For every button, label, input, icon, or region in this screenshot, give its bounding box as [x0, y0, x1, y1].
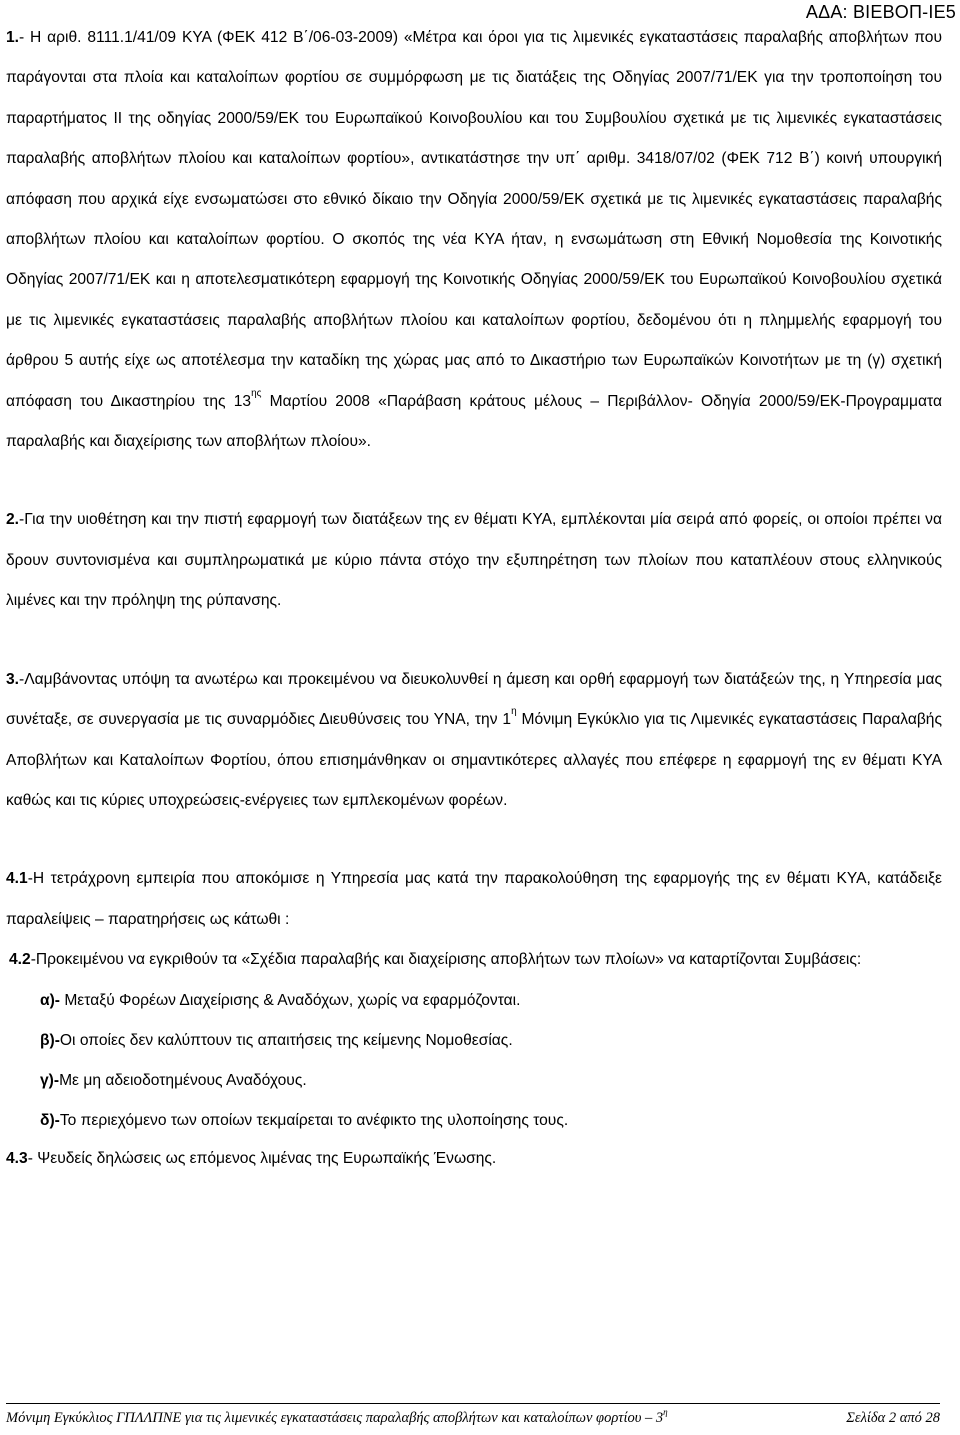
paragraph-1-text-b: Μαρτίου 2008 «Παράβαση κράτους μέλους – Περιβάλλον- Οδηγία 2000/59/ΕΚ-Προγραμματα παραλαβής και διαχείρισης των αποβλήτων πλοίου». [6, 392, 942, 451]
list-item [6, 1101, 942, 1141]
section-number-4-2: 4.2 [9, 951, 31, 969]
paragraph-1 [6, 18, 942, 462]
section-number-3: 3. [6, 670, 20, 688]
paragraph-4-2-text: -Προκειμένου να εγκριθούν τα «Σχέδια παραλαβής και διαχείρισης αποβλήτων των πλοίων» να καταρτίζονται Συμβάσεις: [30, 951, 862, 969]
paragraph-2 [6, 500, 942, 621]
document-body [6, 18, 942, 1177]
paragraph-4-1-text: -Η τετράχρονη εμπειρία που αποκόμισε η Υπηρεσία μας κατά την παρακολούθηση της εφαρμογής της εν θέματι ΚΥΑ, κατάδειξε παραλείψεις – παρατηρήσεις ως κάτωθι : [6, 870, 942, 928]
footer-title [6, 1407, 668, 1427]
paragraph-1-superscript: ης [251, 387, 262, 399]
list-item [6, 1061, 942, 1101]
list-item [6, 981, 942, 1021]
list-item [6, 1021, 942, 1061]
list-item-text: Μεταξύ Φορέων Διαχείρισης & Αναδόχων, χωρίς να εφαρμόζονται. [59, 991, 521, 1009]
list-item-text: Με μη αδειοδοτημένους Αναδόχους. [59, 1071, 307, 1089]
list-item-marker: γ)- [40, 1071, 60, 1089]
ada-code: ΑΔΑ: ΒΙΕΒΟΠ-ΙΕ5 [805, 2, 956, 22]
paragraph-4-2 [6, 940, 942, 980]
list-item-marker: δ)- [40, 1111, 60, 1129]
paragraph-3-text-b: Μόνιμη Εγκύκλιο για τις Λιμενικές εγκαταστάσεις Παραλαβής Αποβλήτων και Καταλοίπων Φορτίου, όπου επισημάνθηκαν οι σημαντικότερες αλλαγές που επέφερε η εφαρμογή της εν θέματι ΚΥΑ καθώς και τις κύριες υποχρεώσεις-ενέργειες των εμπλεκομένων φορέων. [6, 711, 942, 809]
list-item-text: Το περιεχόμενο των οποίων τεκμαίρεται το ανέφικτο της υλοποίησης τους. [59, 1111, 569, 1129]
page-footer [6, 1403, 940, 1427]
section-number-1: 1. [6, 29, 20, 46]
paragraph-3-text-a: -Λαμβάνοντας υπόψη τα ανωτέρω και προκειμένου να διευκολυνθεί η άμεση και ορθή εφαρμογή των διατάξεών της, η Υπηρεσία μας συνέταξε, σε συνεργασία με τις συναρμόδιες Διευθύνσεις του ΥΝΑ, την 1 [6, 670, 942, 729]
paragraph-4-3-text: - Ψευδείς δηλώσεις ως επόμενος λιμένας της Ευρωπαϊκής Ένωσης. [27, 1149, 497, 1167]
section-number-4-3: 4.3 [6, 1149, 28, 1167]
paragraph-3 [6, 660, 942, 822]
paragraph-2-text: -Για την υιοθέτηση και την πιστή εφαρμογή των διατάξεων της εν θέματι ΚΥΑ, εμπλέκονται μία σειρά από φορείς, οι οποίοι πρέπει να δρουν συντονισμένα και συμπληρωματικά με κύριο πάντα στόχο την εξυπηρέτηση των πλοίων που καταπλέουν στους ελληνικούς λιμένες και την πρόληψη της ρύπανσης. [6, 511, 942, 610]
section-number-4-1: 4.1 [6, 870, 28, 888]
paragraph-1-text-a: - Η αριθ. 8111.1/41/09 ΚΥΑ (ΦΕΚ 412 Β΄/06-03-2009) «Μέτρα και όροι για τις λιμενικές εγκαταστάσεις παραλαβής αποβλήτων που παράγονται στα πλοία και καταλοίπων φορτίου σε συμμόρφωση με τις διατάξεις της Οδηγίας 2007/71/ΕΚ για την τροποποίηση του παραρτήματος ΙΙ της οδηγίας 2000/59/ΕΚ του Ευρωπαϊκού Κοινοβουλίου και του Συμβουλίου σχετικά με τις λιμενικές εγκαταστάσεις παραλαβής αποβλήτων πλοίου και καταλοίπων φορτίου», αντικατάστησε την υπ΄ αριθμ. 3418/07/02 (ΦΕΚ 712 Β΄) κοινή υπουργική απόφαση που αρχικά είχε ενσωματώσει στο εθνικό δίκαιο την Οδηγία 2000/59/ΕΚ σχετικά με τις λιμενικές εγκαταστάσεις παραλαβής αποβλήτων πλοίου και καταλοίπων φορτίου. Ο σκοπός της νέα ΚΥΑ ήταν, η ενσωμάτωση στη Εθνική Νομοθεσία της Κοινοτικής Οδηγίας 2007/71/ΕΚ και η αποτελεσματικότερη εφαρμογή της Κοινοτικής Οδηγίας 2000/59/ΕΚ του Ευρωπαϊκού Κοινοβουλίου σχετικά με τις λιμενικές εγκαταστάσεις παραλαβής αποβλήτων πλοίου και καταλοίπων φορτίου, δεδομένου ότι η πλημμελής εφαρμογή του άρθρου 5 αυτής είχε ως αποτέλεσμα την καταδίκη της χώρας μας από το Δικαστήριο των Ευρωπαϊκών Κοινοτήτων με τη (γ) σχετική απόφαση του Δικαστηρίου της 13 [6, 29, 942, 410]
list-item-marker: α)- [40, 991, 60, 1009]
paragraph-4-3 [6, 1141, 942, 1177]
page-number: Σελίδα 2 από 28 [846, 1410, 940, 1426]
paragraph-3-superscript: η [511, 706, 517, 718]
section-number-2: 2. [6, 511, 20, 529]
footer-title-text: Μόνιμη Εγκύκλιος ΓΠΛΛΠΝΕ για τις λιμενικές εγκαταστάσεις παραλαβής αποβλήτων και καταλοίπων φορτίου – 3 [6, 1410, 664, 1426]
list-item-marker: β)- [40, 1031, 60, 1049]
footer-superscript: η [663, 1407, 668, 1417]
paragraph-4-1 [6, 859, 942, 940]
list-item-text: Οι οποίες δεν καλύπτουν τις απαιτήσεις της κείμενης Νομοθεσίας. [59, 1031, 513, 1049]
